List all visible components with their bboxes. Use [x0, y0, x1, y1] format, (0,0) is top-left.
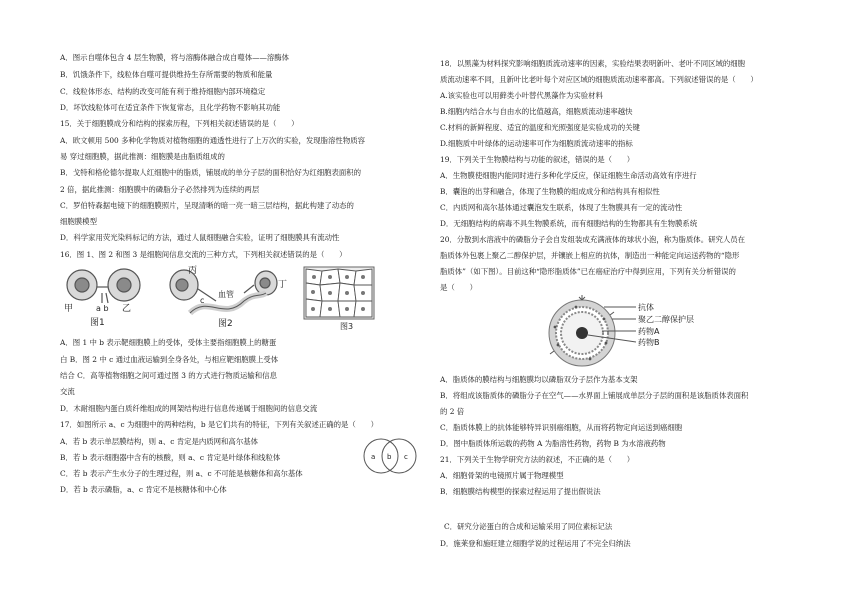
q16-option-d: D．木耐细胞内蛋白质纤维组成的网架结构进行信息传递属于细胞间的信息交流: [60, 404, 318, 413]
q21-stem: 21．下列关于生物学研究方法的叙述，不正确的是（ ）: [440, 455, 635, 464]
q20-stem: 20．分散到水溶液中的磷脂分子会自发组装成充满液体的球状小泡，称为脂质体。研究人员在: [440, 235, 746, 244]
venn-diagram: [362, 432, 418, 480]
q19-option-a: A．生物膜使细胞内能同时进行多种化学反应，保证细胞生命活动高效有序进行: [440, 171, 697, 180]
q15-option-c: C．罗伯特森据电镜下的细胞膜照片，呈现清晰的暗一亮一暗三层结构，据此构建了动态的: [60, 201, 354, 210]
liposome-label-drug-a: 药物A: [638, 327, 660, 336]
q17-option-c: C．若 b 表示产生水分子的生理过程，则 a、c 不可能是核糖体和高尔基体: [60, 469, 303, 478]
q16-stem: 16．图 1、图 2 和图 3 是细胞间信息交流的三种方式，下列相关叙述错误的是（ ）: [60, 250, 347, 259]
q20-option-b: B．将组成该脂质体的磷脂分子在空气——水界面上铺展成单层分子层的面积是该脂质体表面积: [440, 391, 749, 400]
q18-stem-cont: 质流动速率不同，且新叶比老叶每个对应区域的细胞质流动速率都高。下列叙述错误的是（ ）: [440, 75, 758, 84]
q19-option-d: D．无细胞结构的病毒不具生物膜系统，而有细胞结构的生物都具有生物膜系统: [440, 219, 698, 228]
q19-option-c: C．内质网和高尔基体通过囊泡发生联系，体现了生物膜具有一定的流动性: [440, 203, 683, 212]
q20-option-b-cont: 的 2 倍: [440, 407, 465, 416]
venn-label-a: a: [371, 453, 376, 461]
q18-option-d: D.细胞质中叶绿体的运动速率可作为细胞质流动速率的指标: [440, 139, 633, 148]
fig1-caption: 图1: [90, 318, 105, 328]
q20-option-a: A．脂质体的膜结构与细胞膜均以磷脂双分子层作为基本支架: [440, 375, 638, 384]
q20-stem-cont3: 是（ ）: [440, 283, 477, 292]
fig3-caption: 图3: [340, 322, 354, 331]
q21-option-c: C．研究分泌蛋白的合成和运输采用了同位素标记法: [444, 522, 613, 531]
liposome-label-antibody: 抗体: [638, 303, 654, 312]
q15-option-a-cont: 易 穿过细胞膜，据此推测：细胞膜是由脂质组成的: [60, 152, 225, 161]
fig1-label-jia: 甲: [64, 304, 74, 314]
q17-option-d: D．若 b 表示磷脂，a、c 肯定不是核糖体和中心体: [60, 485, 227, 494]
venn-label-b: b: [387, 453, 392, 461]
q21-option-a: A．细胞骨架的电镜照片属于物理模型: [440, 471, 564, 480]
fig2-label-bing: 丙: [188, 266, 198, 276]
fig1-label-ab: a b: [96, 304, 109, 313]
q14-option-d: D．坏饮线粒体可在适宜条件下恢复常态，且化学药物不影响其功能: [60, 103, 281, 112]
liposome-label-drug-b: 药物B: [638, 338, 660, 347]
q20-option-c: C．脂质体膜上的抗体能够特异识别癌细胞，从而将药物定向运送到癌细胞: [440, 423, 683, 432]
q18-stem: 18．以黑藻为材料探究影响细胞质流动速率的因素，实验结果表明新叶、老叶不同区域的细胞: [440, 59, 746, 68]
q15-stem: 15．关于细胞膜成分和结构的探索历程，下列相关叙述错误的是（ ）: [60, 119, 299, 128]
q15-option-b: B．戈特和格伦德尔提取人红细胞中的脂质，铺展成的单分子层的面积恰好为红细胞表面积的: [60, 168, 362, 177]
q18-option-c: C.材料的新鲜程度、适宜的温度和光照强度是实验成功的关键: [440, 123, 640, 132]
figure-1-diagram: [62, 263, 154, 329]
right-column: [430, 0, 860, 607]
fig2-label-c: c: [200, 296, 205, 305]
q15-option-d: D．科学家用荧光染料标记的方法，通过人鼠细胞融合实验，证明了细胞膜具有流动性: [60, 233, 340, 242]
q20-option-d: D．图中脂质体所运载的药物 A 为脂溶性药物，药物 B 为水溶液药物: [440, 439, 666, 448]
q15-option-c-cont: 细胞膜模型: [60, 217, 97, 226]
q17-stem: 17．如图所示 a、c 为细胞中的两种结构，b 是它们共有的特征，下列有关叙述正确的是（ ）: [60, 420, 378, 429]
q16-option-b: 白 B．图 2 中 c 通过血液运输到全身各处，与相应靶细胞膜上受体: [60, 355, 279, 364]
q20-stem-cont1: 脂质体外包裹上聚乙二醇保护层，并镶嵌上相应的抗体，制造出一种能定向运送药物的“隐形: [440, 251, 740, 260]
q21-option-d: D．施莱登和施旺建立细胞学说的过程运用了不完全归纳法: [440, 539, 631, 548]
q18-option-a: A.该实验也可以用藓类小叶替代黑藻作为实验材料: [440, 91, 603, 100]
fig2-caption: 图2: [218, 319, 233, 329]
liposome-diagram: [542, 293, 732, 373]
venn-label-c: c: [404, 453, 408, 461]
q16-option-a: A．图 1 中 b 表示靶细胞膜上的受体，受体主要指细胞膜上的糖蛋: [60, 338, 277, 347]
fig2-label-xueguan: 血管: [218, 290, 234, 299]
q16-option-c-cont: 交流: [60, 387, 75, 396]
figure-3-diagram: [300, 263, 378, 331]
q19-stem: 19．下列关于生物膜结构与功能的叙述，错误的是（ ）: [440, 155, 635, 164]
q17-option-b: B．若 b 表示细胞器中含有的核酸，则 a、c 肯定是叶绿体和线粒体: [60, 453, 281, 462]
q14-option-a: A．图示自噬体包含 4 层生物膜，将与溶酶体融合成自噬体——溶酶体: [60, 53, 290, 62]
q17-option-a: A．若 b 表示单层膜结构，则 a、c 肯定是内质网和高尔基体: [60, 437, 258, 446]
liposome-label-peg: 聚乙二醇保护层: [638, 315, 694, 324]
q14-option-c: C．线粒体形态、结构的改变可能有利于维持细胞内部环境稳定: [60, 87, 266, 96]
fig1-label-yi: 乙: [122, 304, 132, 314]
fig2-label-ding: 丁: [278, 280, 288, 290]
q20-stem-cont2: 脂质体”（如下图）。目前这种“隐形脂质体”已在癌症治疗中得到应用，下列有关分析错误的: [440, 267, 736, 276]
q18-option-b: B.细胞内结合水与自由水的比值越高，细胞质流动速率越快: [440, 107, 633, 116]
q14-option-b: B．饥饿条件下，线粒体自噬可提供维持生存所需要的物质和能量: [60, 70, 273, 79]
q19-option-b: B．囊泡的出芽和融合，体现了生物膜的组成成分和结构具有相似性: [440, 187, 660, 196]
figure-2-diagram: [168, 263, 288, 329]
q21-option-b: B．细胞膜结构模型的探索过程运用了提出假说法: [440, 487, 601, 496]
q15-option-b-cont: 2 倍，据此推测：细胞膜中的磷脂分子必然排列为连续的两层: [60, 185, 260, 194]
q16-option-c: 结合 C．高等植物细胞之间可通过图 3 的方式进行物质运输和信息: [60, 371, 277, 380]
q15-option-a: A．欧文顿用 500 多种化学物质对植物细胞的通透性进行了上万次的实验，发现脂溶性物质容: [60, 136, 365, 145]
